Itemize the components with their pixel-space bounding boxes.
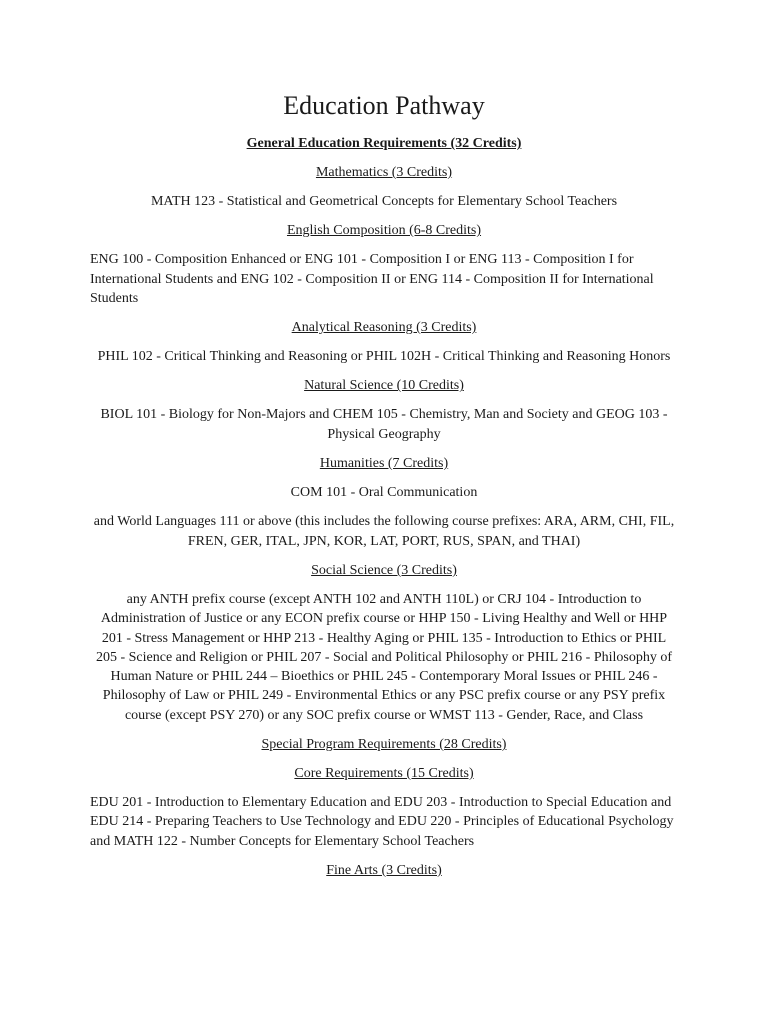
section-heading-english-composition: English Composition (6-8 Credits) [286, 223, 482, 239]
section-heading-fine-arts: Fine Arts (3 Credits) [326, 862, 442, 878]
social-science-courses: any ANTH prefix course (except ANTH 102 and ANTH 110L) or CRJ 104 - Introduction to Administration of Justice or any ECON prefix course or HHP 150 - Living Healthy and Well or HHP 201 - Stress Management or HHP 213 - Healthy Aging or PHIL 135 - Introduction to Ethics or PHIL 205 - Science and Religion or PHIL 207 - Social and Political Philosophy or PHIL 216 - Philosophy of Human Nature or PHIL 244 – Bioethics or PHIL 245 - Contemporary Moral Issues or PHIL 246 - Philosophy of Law or PHIL 249 - Environmental Ethics or any PSC prefix course or any PSY prefix course (except PSY 270) or any SOC prefix course or WMST 113 - Gender, Race, and Class [95, 591, 673, 723]
humanities-courses: COM 101 - Oral Communication [290, 485, 478, 501]
humanities-world-languages: and World Languages 111 or above (this includes the following course prefixes: ARA, ARM, CHI, FIL, FREN, GER, ITAL, JPN, KOR, LAT, PORT, RUS, SPAN, and THAI) [93, 514, 675, 549]
section-heading-core-requirements: Core Requirements (15 Credits) [294, 766, 474, 782]
section-heading-special-program: Special Program Requirements (28 Credits) [261, 737, 507, 753]
section-heading-natural-science: Natural Science (10 Credits) [304, 378, 464, 394]
section-heading-general-education: General Education Requirements (32 Credits) [246, 136, 522, 151]
section-heading-humanities: Humanities (7 Credits) [319, 456, 449, 472]
mathematics-courses: MATH 123 - Statistical and Geometrical Concepts for Elementary School Teachers [150, 194, 618, 209]
page-title: Education Pathway [283, 91, 485, 120]
section-heading-social-science: Social Science (3 Credits) [311, 562, 457, 578]
section-heading-mathematics: Mathematics (3 Credits) [315, 165, 453, 180]
section-heading-analytical-reasoning: Analytical Reasoning (3 Credits) [291, 320, 477, 336]
analytical-reasoning-courses: PHIL 102 - Critical Thinking and Reasoning or PHIL 102H - Critical Thinking and Reasoning Honors [97, 349, 671, 365]
core-requirements-courses: EDU 201 - Introduction to Elementary Education and EDU 203 - Introduction to Special Education and EDU 214 - Preparing Teachers to Use Technology and EDU 220 - Principles of Educational Psychology and MATH 122 - Number Concepts for Elementary School Teachers [90, 795, 674, 849]
english-composition-courses: ENG 100 - Composition Enhanced or ENG 101 - Composition I or ENG 113 - Composition I for International Students and ENG 102 - Composition II or ENG 114 - Composition II for International Students [90, 252, 654, 306]
natural-science-courses: BIOL 101 - Biology for Non-Majors and CHEM 105 - Chemistry, Man and Society and GEOG 103 - Physical Geography [100, 407, 668, 442]
